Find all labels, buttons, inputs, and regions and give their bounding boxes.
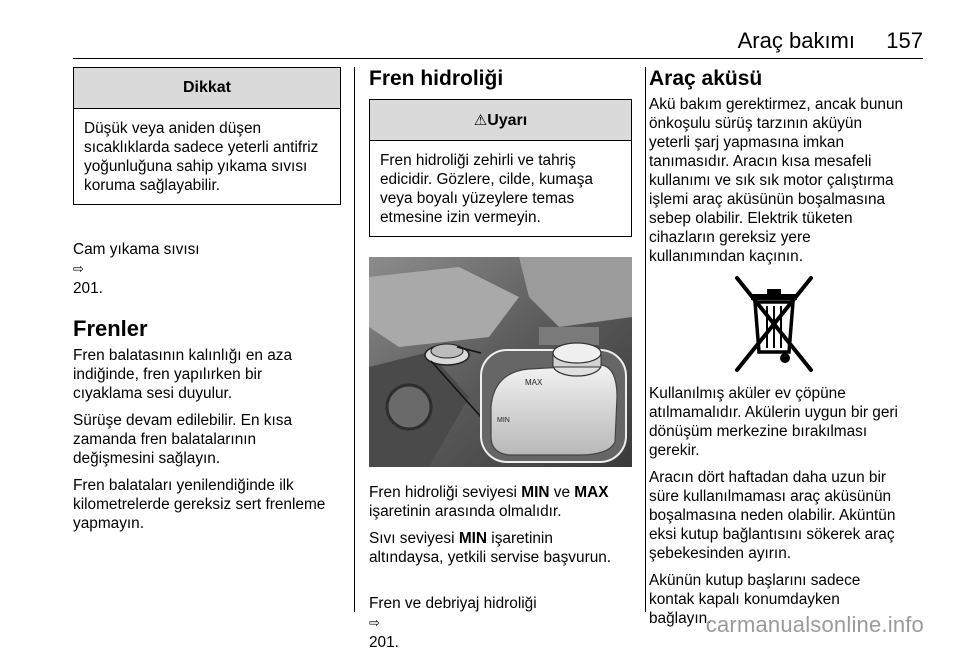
battery-paragraph-1: Akü bakım gerektirmez, ancak bunun önkoşulu sürüş tarzının aküyün yeterli şarj yapmasına imkan tanımasıdır. Aracın kısa mesafeli kullanımı ve sık sık motor çalıştırma işlemi araç aküsünün boşalmasına sebep olabilir. Elektrik tüketen cihazların gereksiz yere kullanımından kaçının. <box>649 96 904 265</box>
min-label: MIN <box>458 530 488 547</box>
right-column <box>649 67 929 636</box>
engine-bay-photo <box>369 257 632 467</box>
brake-fluid-reservoir-figure <box>369 257 632 467</box>
section-title-battery: Araç aküsü <box>649 67 763 90</box>
figure-label-min: MIN <box>497 417 510 424</box>
warning-text: Fren hidroliği zehirli ve tahriş edicidir. Gözlere, cilde, kumaşa veya boyalı yüzeylere temas etmesine izin vermeyin. <box>380 152 593 226</box>
clutch-ref-text: Fren ve debriyaj hidroliği <box>369 595 537 612</box>
warning-triangle-icon: ⚠ <box>473 111 488 129</box>
text-run: Fren hidroliği seviyesi <box>369 484 522 501</box>
site-watermark: carmanualsonline.info <box>705 612 924 637</box>
battery-paragraph-3: Aracın dört haftadan daha uzun bir süre kullanılmaması araç aküsünün boşalmasına neden olabilir. Aküntün eksi kutup bağlantısını sökerek araç şebekesinden ayırın. <box>649 469 896 562</box>
fluid-level-paragraph <box>369 483 632 521</box>
notice-title: Dikkat <box>74 68 340 109</box>
max-label: MAX <box>574 484 609 501</box>
notice-text: Düşük veya aniden düşen sıcaklıklarda sadece yeterli antifriz yoğunluğuna sahip yıkama sıvısı koruma sağlayabilir. <box>84 120 319 194</box>
warning-box <box>369 99 632 237</box>
brakes-paragraph-2: Sürüşe devam edilebilir. En kısa zamanda fren balatalarının değişmesini sağlayın. <box>73 412 293 467</box>
header-rule <box>73 58 923 59</box>
section-title-brakes: Frenler <box>73 316 148 341</box>
text-run: işaretinin altındaysa, yetkili servise başvurun. <box>369 530 612 566</box>
brakes-paragraph-3: Fren balataları yenilendiğinde ilk kilometrelerde gereksiz sert frenleme yapmayın. <box>73 477 326 532</box>
washer-ref-text: Cam yıkama sıvısı <box>73 241 200 258</box>
section-title-brake-fluid: Fren hidroliği <box>369 67 504 90</box>
text-run: işaretinin arasında olmalıdır. <box>369 503 562 520</box>
page-ref-arrow-icon: ⇨ <box>369 616 380 631</box>
washer-ref-page: 201. <box>73 280 103 297</box>
page-ref-arrow-icon: ⇨ <box>73 262 84 277</box>
page-number: 157 <box>886 28 923 53</box>
text-run: ve <box>549 484 575 501</box>
text-run: Sıvı seviyesi <box>369 530 459 547</box>
battery-paragraph-2: Kullanılmış aküler ev çöpüne atılmamalıdır. Akülerin uygun bir geri dönüşüm merkezine bırakılması gerekir. <box>649 385 898 459</box>
notice-box <box>73 67 341 205</box>
battery-paragraph-4: Akünün kutup başlarını sadece kontak kapalı konumdayken bağlayın. <box>649 572 861 627</box>
warning-title: Uyarı <box>487 112 528 129</box>
middle-column <box>369 67 632 660</box>
crossed-bin-icon <box>733 274 815 374</box>
clutch-fluid-ref <box>369 575 632 652</box>
low-fluid-paragraph <box>369 529 632 567</box>
min-label: MIN <box>521 484 550 501</box>
clutch-ref-page: 201. <box>369 634 399 651</box>
warning-header <box>370 100 631 141</box>
page-header-title: Araç bakımı <box>737 28 855 53</box>
column-divider-right <box>645 67 646 612</box>
figure-label-max: MAX <box>525 378 543 387</box>
column-divider-left <box>354 67 355 612</box>
brakes-paragraph-1: Fren balatasının kalınlığı en aza indiğinde, fren yapılırken bir cıyaklama sesi duyulur. <box>73 347 293 402</box>
left-column <box>73 67 341 541</box>
washer-fluid-ref <box>73 221 341 298</box>
